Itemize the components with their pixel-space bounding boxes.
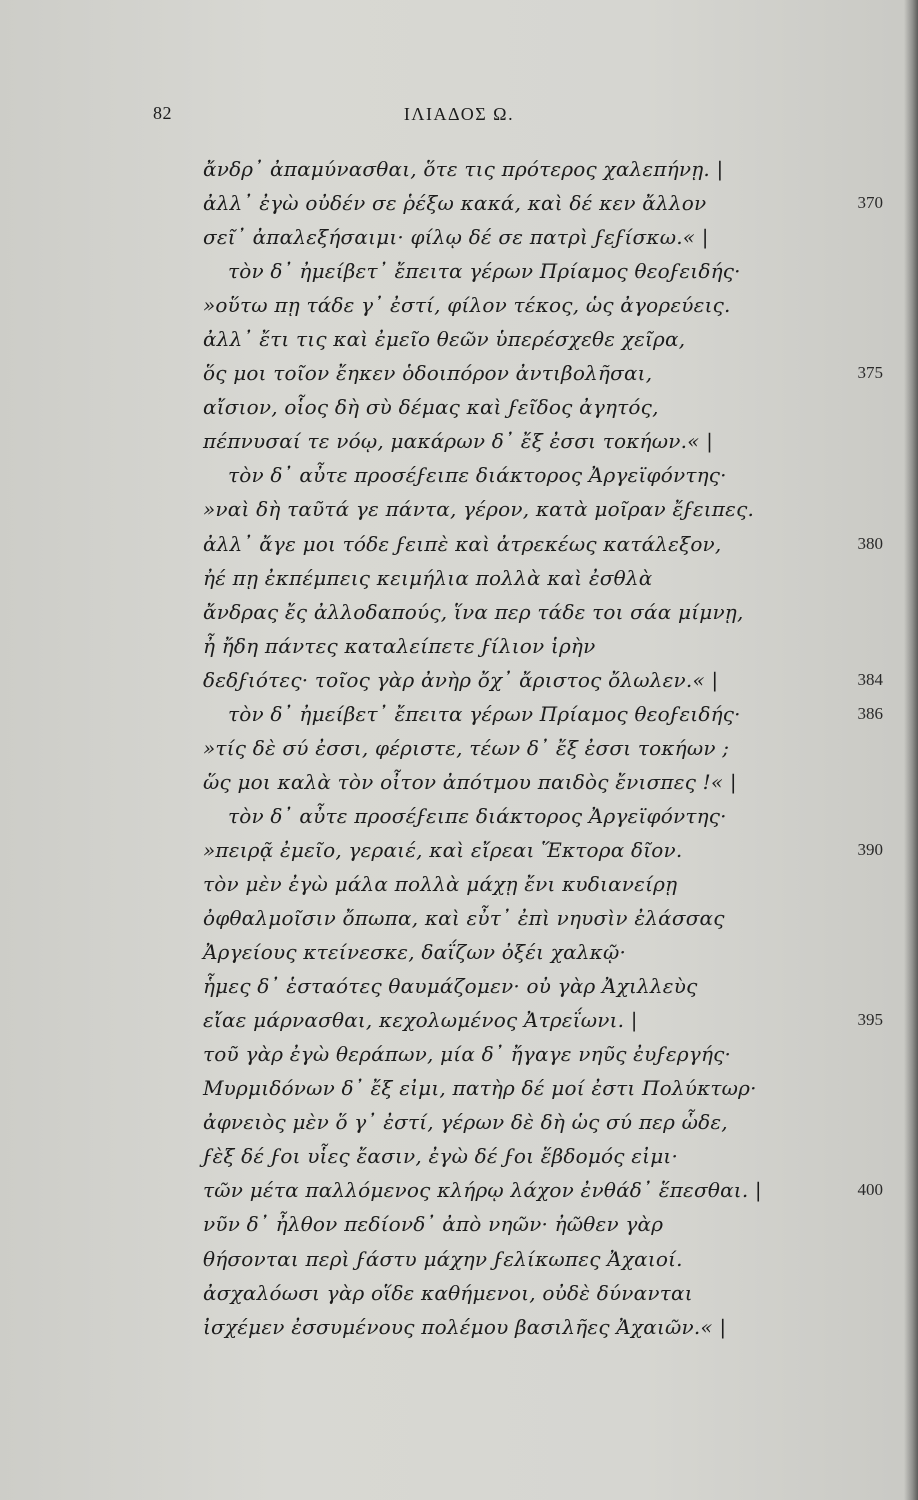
- verse-text: ἀφνειὸς μὲν ὅ γ᾽ ἐστί, γέρων δὲ δὴ ὡς σύ περ ὧδε,: [203, 1110, 728, 1135]
- verse-line: [0, 1310, 918, 1344]
- verse-text: ἠέ πῃ ἐκπέμπεις κειμήλια πολλὰ καὶ ἐσθλὰ: [203, 565, 653, 590]
- verse-text: »πειρᾷ ἐμεῖο, γεραιέ, καὶ εἴρεαι Ἕκτορα δῖον.: [203, 837, 683, 862]
- verse-line: [0, 935, 918, 969]
- verse-text: ὅς μοι τοῖον ἔηκεν ὁδοιπόρον ἀντιβολῆσαι,: [203, 361, 653, 386]
- verse-line: [0, 1071, 918, 1105]
- verse-text: ὀφθαλμοῖσιν ὄπωπα, καὶ εὖτ᾽ ἐπὶ νηυσὶν ἐλάσσας: [203, 906, 725, 931]
- verse-text: νῦν δ᾽ ἦλθον πεδίονδ᾽ ἀπὸ νηῶν· ἠῶθεν γὰρ: [203, 1212, 664, 1237]
- verse-line: [0, 527, 918, 561]
- line-number: 380: [857, 533, 883, 553]
- verse-text: τὸν μὲν ἐγὼ μάλα πολλὰ μάχῃ ἔνι κυδιανείρῃ: [203, 871, 678, 896]
- verse-line: [0, 1105, 918, 1139]
- verse-line: [0, 561, 918, 595]
- verse-text: ἀλλ᾽ ἄγε μοι τόδε ϝειπὲ καὶ ἀτρεκέως κατάλεξον,: [203, 531, 722, 556]
- verse-line: [0, 901, 918, 935]
- verse-line: [0, 595, 918, 629]
- verse-text: ἀσχαλόωσι γὰρ οἵδε καθήμενοι, οὐδὲ δύνανται: [203, 1280, 693, 1305]
- verse-line: [0, 969, 918, 1003]
- verse-line: [0, 629, 918, 663]
- verse-text: ἧμες δ᾽ ἑσταότες θαυμάζομεν· οὐ γὰρ Ἀχιλλεὺς: [203, 974, 698, 999]
- verse-text: πέπνυσαί τε νόῳ, μακάρων δ᾽ ἔξ ἐσσι τοκήων.« |: [203, 429, 714, 454]
- verse-text: ἰσχέμεν ἐσσυμένους πολέμου βασιλῆες Ἀχαιῶν.« |: [203, 1314, 727, 1339]
- verse-text: »ναὶ δὴ ταῦτά γε πάντα, γέρον, κατὰ μοῖραν ἔϝειπες.: [203, 497, 755, 522]
- verse-text: τὸν δ᾽ ἠμείβετ᾽ ἔπειτα γέρων Πρίαμος θεοϝειδής·: [228, 259, 741, 284]
- line-number: 400: [857, 1180, 883, 1200]
- page-number: 82: [153, 103, 172, 123]
- verse-line: [0, 1139, 918, 1173]
- verse-line: [0, 1037, 918, 1071]
- verse-line: [0, 663, 918, 697]
- verse-text: ἦ ἤδη πάντες καταλείπετε ϝίλιον ἱρὴν: [203, 633, 596, 658]
- verse-line: [0, 1003, 918, 1037]
- verse-text: »τίς δὲ σύ ἐσσι, φέριστε, τέων δ᾽ ἔξ ἐσσι τοκήων ;: [203, 735, 730, 760]
- verse-text: τὸν δ᾽ ἠμείβετ᾽ ἔπειτα γέρων Πρίαμος θεοϝειδής·: [228, 701, 741, 726]
- verse-line: [0, 492, 918, 526]
- verse-text: τοῦ γὰρ ἐγὼ θεράπων, μία δ᾽ ἤγαγε νηῦς ἐυϝεργής·: [203, 1042, 732, 1067]
- verse-text: δεδϝιότες· τοῖος γὰρ ἀνὴρ ὄχ᾽ ἄριστος ὄλωλεν.« |: [203, 667, 719, 692]
- verse-line: [0, 424, 918, 458]
- verse-line: [0, 288, 918, 322]
- verse-list: [0, 152, 918, 1344]
- line-number: 390: [857, 839, 883, 859]
- verse-text: τὸν δ᾽ αὖτε προσέϝειπε διάκτορος Ἀργεϊφόντης·: [228, 803, 727, 828]
- verse-text: σεῖ᾽ ἀπαλεξήσαιμι· φίλῳ δέ σε πατρὶ ϝεϝίσκω.« |: [203, 225, 709, 250]
- verse-line: [0, 697, 918, 731]
- verse-line: [0, 1276, 918, 1310]
- verse-text: Μυρμιδόνων δ᾽ ἔξ εἰμι, πατὴρ δέ μοί ἐστι Πολύκτωρ·: [203, 1076, 757, 1101]
- verse-text: ἄνδρας ἔς ἀλλοδαπούς, ἵνα περ τάδε τοι σάα μίμνῃ,: [203, 599, 744, 624]
- running-head: ΙΛΙΑΔΟΣ Ω.: [403, 104, 515, 124]
- verse-line: [0, 390, 918, 424]
- verse-text: αἴσιον, οἷος δὴ σὺ δέμας καὶ ϝεῖδος ἀγητός,: [203, 395, 659, 420]
- verse-text: ϝὲξ δέ ϝοι υἷες ἔασιν, ἐγὼ δέ ϝοι ἕβδομός εἰμι·: [203, 1144, 679, 1169]
- line-number: 370: [857, 193, 883, 213]
- line-number: 395: [857, 1010, 883, 1030]
- verse-line: [0, 152, 918, 186]
- line-number: 375: [857, 363, 883, 383]
- verse-line: [0, 186, 918, 220]
- verse-line: [0, 458, 918, 492]
- verse-line: [0, 731, 918, 765]
- line-number: 384: [857, 669, 883, 689]
- verse-line: [0, 322, 918, 356]
- verse-text: ἀλλ᾽ ἐγὼ οὐδέν σε ῥέξω κακά, καὶ δέ κεν ἄλλον: [203, 191, 707, 216]
- page-edge-shadow: [904, 0, 918, 1500]
- line-number: 386: [857, 703, 883, 723]
- verse-line: [0, 833, 918, 867]
- verse-text: Ἀργείους κτείνεσκε, δαΐζων ὀξέι χαλκῷ·: [203, 940, 627, 965]
- verse-text: τὸν δ᾽ αὖτε προσέϝειπε διάκτορος Ἀργεϊφόντης·: [228, 463, 727, 488]
- verse-text: εἴαε μάρνασθαι, κεχολωμένος Ἀτρεΐωνι. |: [203, 1008, 638, 1033]
- verse-line: [0, 254, 918, 288]
- verse-line: [0, 867, 918, 901]
- verse-line: [0, 1242, 918, 1276]
- verse-text: ἀλλ᾽ ἔτι τις καὶ ἐμεῖο θεῶν ὑπερέσχεθε χεῖρα,: [203, 327, 686, 352]
- verse-line: [0, 356, 918, 390]
- verse-line: [0, 799, 918, 833]
- verse-line: [0, 1173, 918, 1207]
- verse-text: ἄνδρ᾽ ἀπαμύνασθαι, ὅτε τις πρότερος χαλεπήνῃ. |: [203, 157, 724, 181]
- verse-text: ὥς μοι καλὰ τὸν οἶτον ἀπότμου παιδὸς ἔνισπες !« |: [203, 769, 737, 794]
- verse-line: [0, 1207, 918, 1241]
- verse-text: θήσονται περὶ ϝάστυ μάχην ϝελίκωπες Ἀχαιοί.: [203, 1246, 683, 1271]
- verse-text: τῶν μέτα παλλόμενος κλήρῳ λάχον ἐνθάδ᾽ ἕπεσθαι. |: [203, 1178, 762, 1203]
- verse-text: »οὕτω πῃ τάδε γ᾽ ἐστί, φίλον τέκος, ὡς ἀγορεύεις.: [203, 293, 731, 318]
- verse-line: [0, 765, 918, 799]
- verse-line: [0, 220, 918, 254]
